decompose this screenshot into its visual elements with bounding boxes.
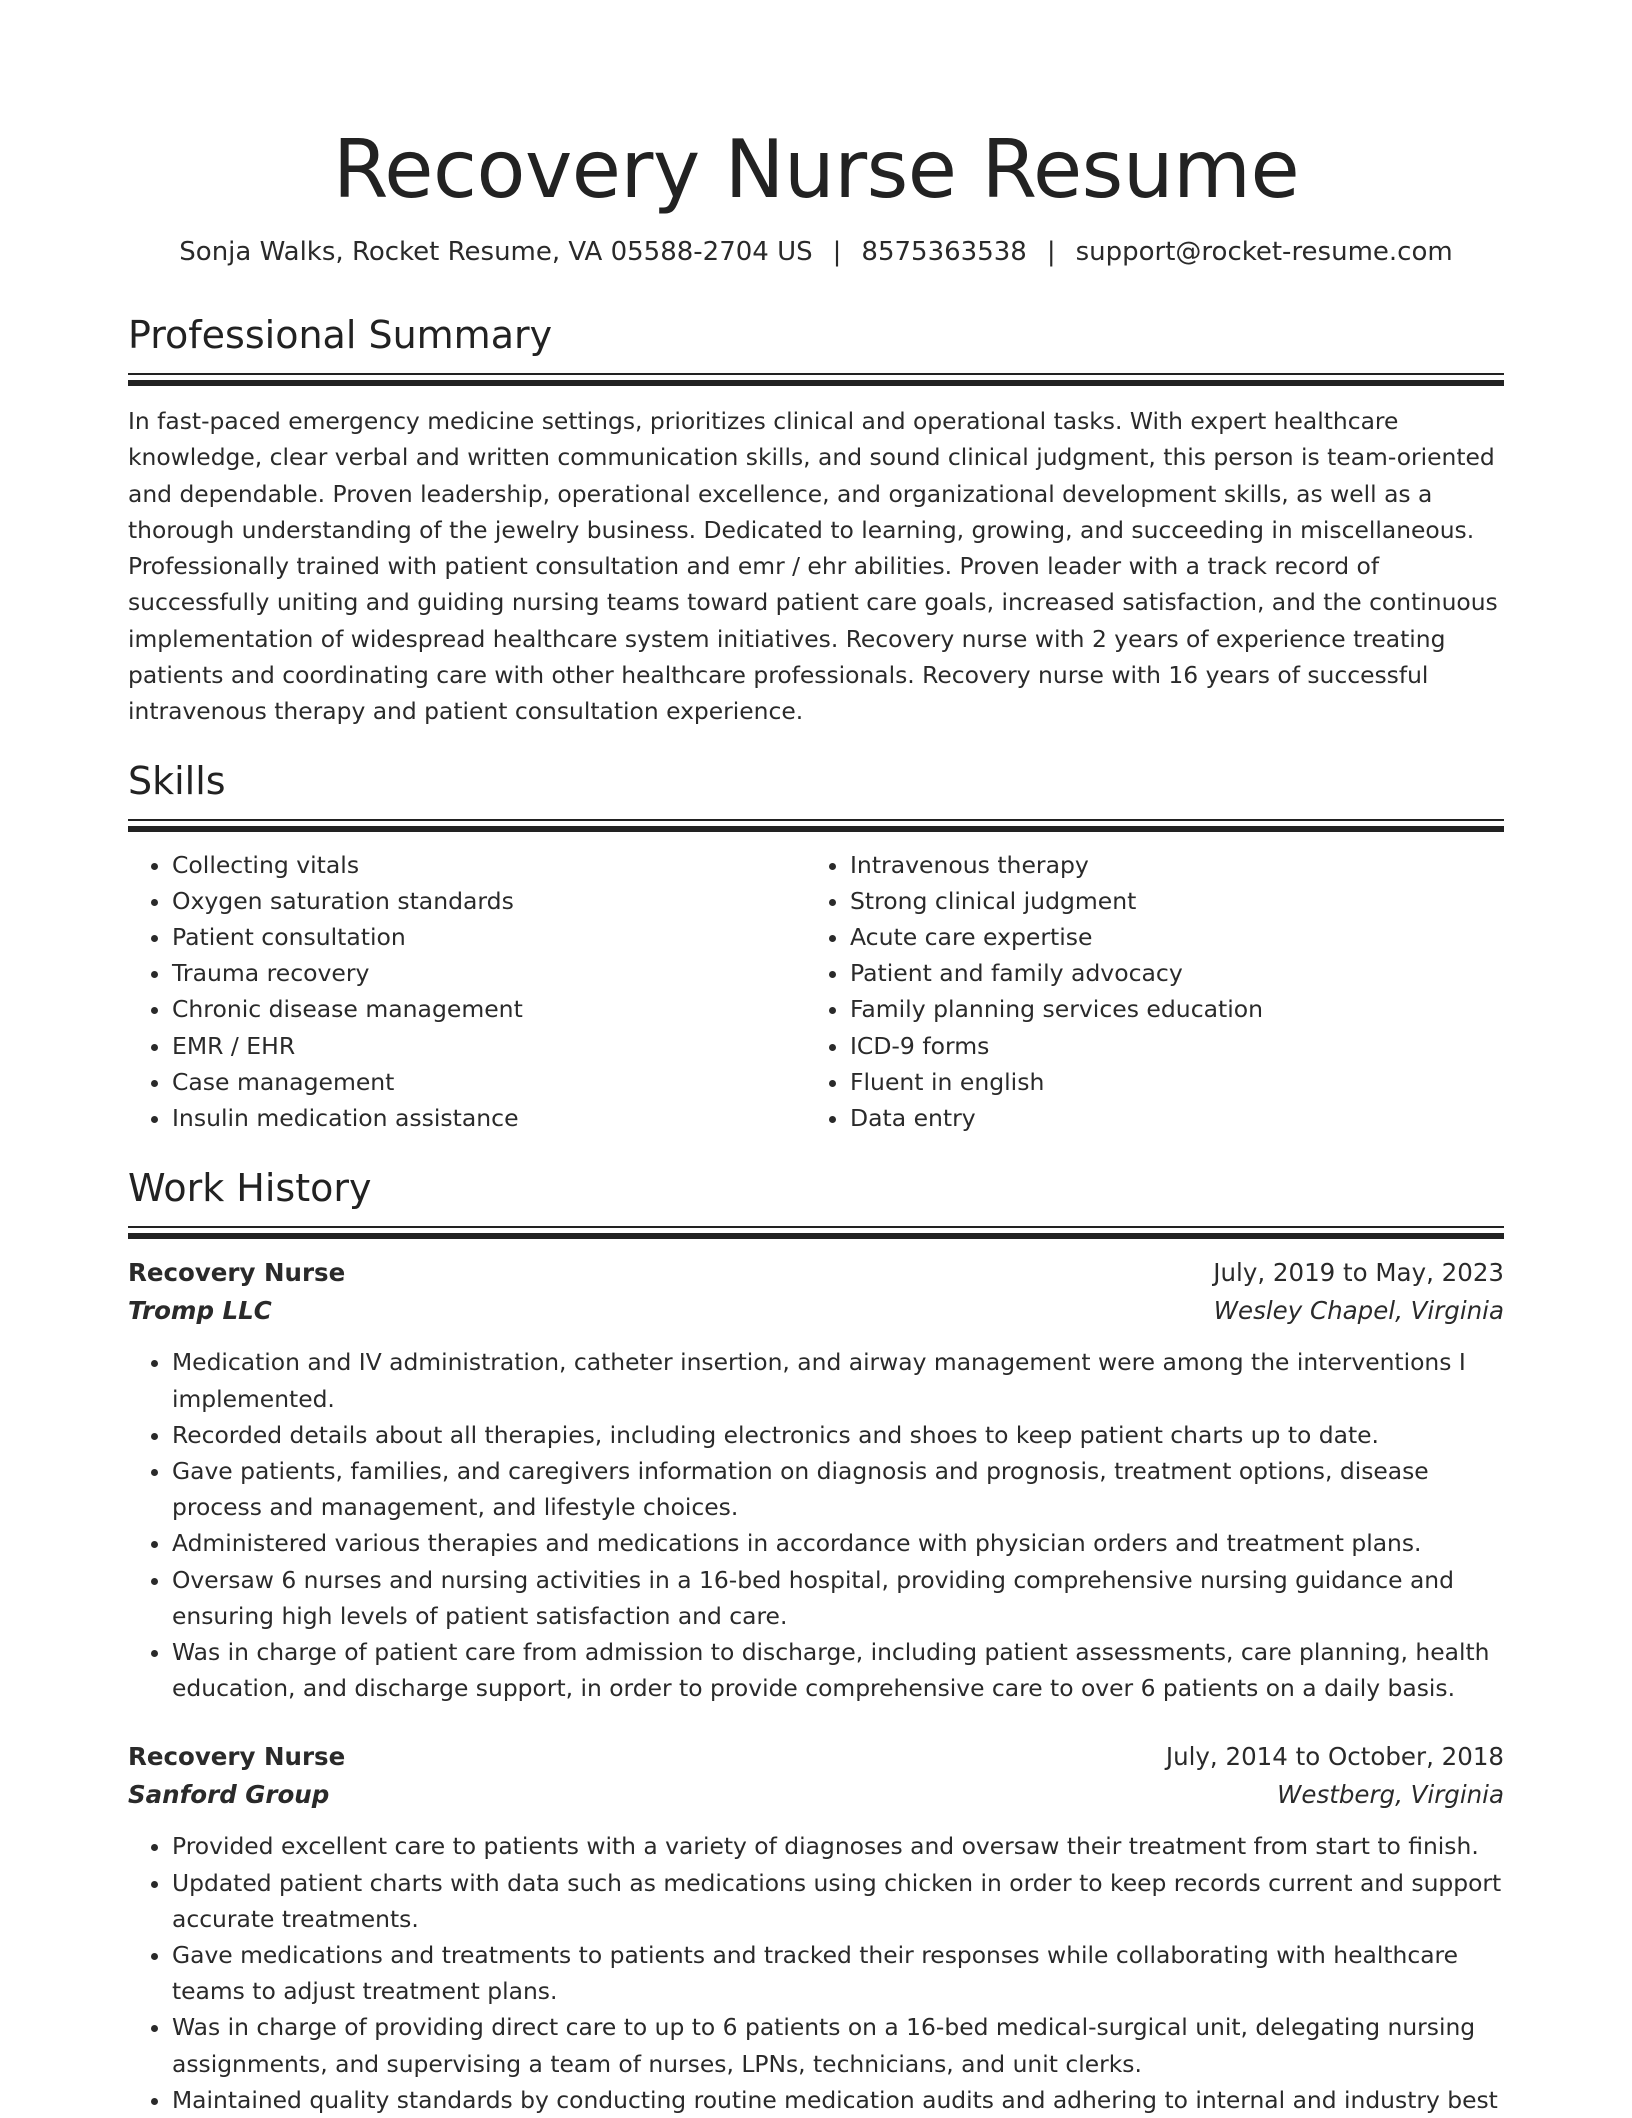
skill-item: • Acute care expertise [850, 919, 1484, 955]
job-company: Sanford Group [128, 1780, 330, 1810]
skill-item: • Case management [172, 1064, 806, 1100]
job-bullet: • Updated patient charts with data such as medications using chicken in order to keep records current and support accurate treatments. [172, 1865, 1504, 1937]
skill-item: • Family planning services education [850, 991, 1484, 1027]
job-header [128, 1738, 1504, 1776]
contact-separator: | [832, 237, 842, 267]
job-bullet: • Maintained quality standards by conducting routine medication audits and adhering to internal and industry best [172, 2082, 1504, 2118]
skill-item: • Data entry [850, 1100, 1484, 1136]
job-header [128, 1254, 1504, 1292]
skill-item: • Fluent in english [850, 1064, 1484, 1100]
job-bullet: • Gave patients, families, and caregivers information on diagnosis and prognosis, treatment options, disease process and management, and lifestyle choices. [172, 1453, 1504, 1525]
skills-columns [128, 847, 1504, 1137]
skill-item: • ICD-9 forms [850, 1028, 1484, 1064]
section-divider [128, 373, 1504, 375]
contact-email: support@rocket-resume.com [1075, 237, 1453, 267]
skill-item: • Trauma recovery [172, 955, 806, 991]
job-bullet: • Administered various therapies and medications in accordance with physician orders and treatment plans. [172, 1525, 1504, 1561]
skill-item: • Patient consultation [172, 919, 806, 955]
job-bullet: • Gave medications and treatments to patients and tracked their responses while collaborating with healthcare teams to adjust treatment plans. [172, 1937, 1504, 2009]
resume-page [128, 0, 1504, 2118]
skill-item: • Insulin medication assistance [172, 1100, 806, 1136]
job-bullet: • Recorded details about all therapies, including electronics and shoes to keep patient charts up to date. [172, 1417, 1504, 1453]
skill-item: • Intravenous therapy [850, 847, 1484, 883]
job-subheader [128, 1292, 1504, 1330]
contact-phone: 8575363538 [861, 237, 1027, 267]
job-bullets [128, 1828, 1504, 2118]
skill-item: • Chronic disease management [172, 991, 806, 1027]
skill-item: • EMR / EHR [172, 1028, 806, 1064]
summary-heading: Professional Summary [128, 313, 553, 357]
job-bullet: • Oversaw 6 nurses and nursing activities in a 16-bed hospital, providing comprehensive nursing guidance and ensuring high levels of patient satisfaction and care. [172, 1562, 1504, 1634]
job-bullet: • Was in charge of patient care from admission to discharge, including patient assessments, care planning, health education, and discharge support, in order to provide comprehensive care to over 6 patients on a daily basis. [172, 1634, 1504, 1706]
contact-address: Sonja Walks, Rocket Resume, VA 05588-2704 US [179, 237, 813, 267]
section-divider [128, 1226, 1504, 1228]
contact-line [128, 235, 1504, 269]
skills-list-left [128, 847, 806, 1137]
skills-section [128, 755, 1504, 1137]
job-location: Westberg, Virginia [1277, 1780, 1504, 1810]
summary-section [128, 309, 1504, 730]
job-company: Tromp LLC [128, 1296, 272, 1326]
job-bullets [128, 1344, 1504, 1706]
job-entry [128, 1254, 1504, 1706]
skill-item: • Patient and family advocacy [850, 955, 1484, 991]
skill-item: • Strong clinical judgment [850, 883, 1484, 919]
skills-list-right [806, 847, 1484, 1137]
job-entry [128, 1738, 1504, 2118]
job-dates: July, 2019 to May, 2023 [1213, 1258, 1504, 1288]
job-bullet: • Was in charge of providing direct care to up to 6 patients on a 16-bed medical-surgical unit, delegating nursing assignments, and supervising a team of nurses, LPNs, technicians, and unit clerks. [172, 2009, 1504, 2081]
job-dates: July, 2014 to October, 2018 [1165, 1742, 1504, 1772]
job-bullet: • Provided excellent care to patients with a variety of diagnoses and oversaw their treatment from start to finish. [172, 1828, 1504, 1864]
contact-separator: | [1046, 237, 1056, 267]
skill-item: • Collecting vitals [172, 847, 806, 883]
section-divider [128, 819, 1504, 821]
job-title: Recovery Nurse [128, 1258, 346, 1288]
work-history-heading: Work History [128, 1166, 372, 1211]
job-location: Wesley Chapel, Virginia [1213, 1296, 1504, 1326]
job-bullet: • Medication and IV administration, catheter insertion, and airway management were among the interventions I implemented. [172, 1344, 1504, 1416]
job-title: Recovery Nurse [128, 1742, 346, 1772]
skill-item: • Oxygen saturation standards [172, 883, 806, 919]
work-history-section [128, 1162, 1504, 2118]
job-subheader [128, 1776, 1504, 1814]
skills-heading: Skills [128, 758, 226, 803]
resume-title: Recovery Nurse Resume [332, 123, 1300, 216]
summary-text: In fast-paced emergency medicine settings, prioritizes clinical and operational tasks. With expert healthcare knowledge, clear verbal and written communication skills, and sound clinical judgment, this person is team-oriented and dependable. Proven leadership, operational excellence, and organizational development skills, as well as a thorough understanding of the jewelry business. Dedicated to learning, growing, and succeeding in miscellaneous. Professionally trained with patient consultation and emr / ehr abilities. Proven leader with a track record of successfully uniting and guiding nursing teams toward patient care goals, increased satisfaction, and the continuous implementation of widespread healthcare system initiatives. Recovery nurse with 2 years of experience treating patients and coordinating care with other healthcare professionals. Recovery nurse with 16 years of successful intravenous therapy and patient consultation experience. [128, 407, 1498, 726]
